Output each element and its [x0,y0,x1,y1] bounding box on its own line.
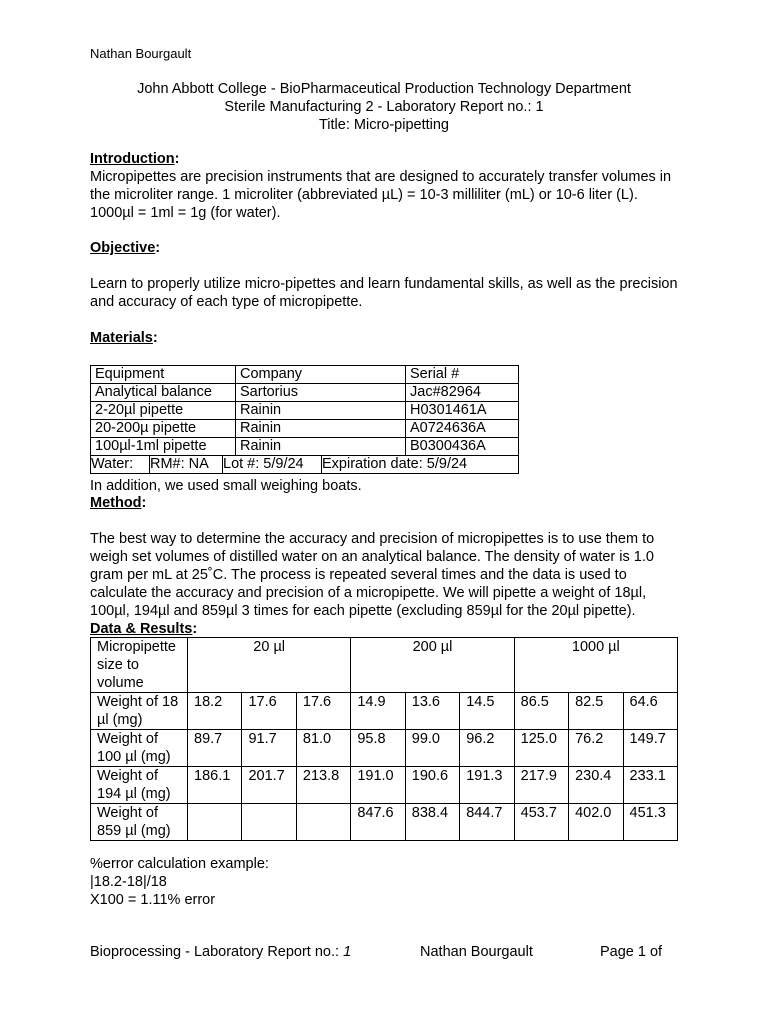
method-section: Method: The best way to determine the accuracy and precision of micropipettes is to use them to weigh set volumes of distilled water on an analytical balance. The density of water is 1.0 gram per mL at 25˚C. The process is repeated several times and the data is used to calculate the accuracy and precision of a micropipette. We will pipette a weight of 18µl, 100µl, 194µl and 859µl 3 times for each pipette (excluding 859µl for the 20µl pipette). [90,494,680,620]
error-example [90,855,680,909]
materials-cell: Jac#82964 [406,384,519,402]
results-header-row [91,638,678,693]
results-cell: 76.2 [569,730,623,767]
error-example-line1: %error calculation example: [90,856,269,872]
title-block [90,80,678,134]
table-row [91,804,678,841]
materials-cell: 100µl-1ml pipette [91,438,236,456]
water-lot: Lot #: 5/9/24 [223,456,322,473]
results-cell: 86.5 [514,693,568,730]
results-cell: 82.5 [569,693,623,730]
footer-report-label: Bioprocessing - Laboratory Report no.: [90,944,344,960]
results-cell: 125.0 [514,730,568,767]
materials-cell: B0300436A [406,438,519,456]
results-cell: 191.0 [351,767,405,804]
title-line-title: Title: Micro-pipetting [318,117,449,133]
results-cell: 451.3 [623,804,678,841]
materials-heading: Materials [90,330,153,346]
results-section: Data & Results: [90,621,198,637]
results-cell: 191.3 [460,767,514,804]
footer-left [90,944,351,960]
materials-note: In addition, we used small weighing boats. [90,478,362,494]
table-row [91,384,519,402]
introduction-section: Introduction: Micropipettes are precision instruments that are designed to accurately transfer volumes in the microliter range. 1 microliter (abbreviated µL) = 10-3 milliliter (mL) or 10-6 liter (L). 1000µl = 1ml = 1g (for water). [90,150,680,222]
results-row-label: Weight of 859 µl (mg) [91,804,188,841]
results-cell: 14.9 [351,693,405,730]
materials-col-company: Company [236,366,406,384]
results-group-1000: 1000 µl [514,638,677,693]
results-group-200: 200 µl [351,638,514,693]
results-cell [242,804,296,841]
results-heading: Data & Results [90,621,193,637]
method-text: The best way to determine the accuracy and precision of micropipettes is to use them to weigh set volumes of distilled water on an analytical balance. The density of water is 1.0 gram per mL at 25˚C. The process is repeated several times and the data is used to calculate the accuracy and precision of a micropipette. We will pipette a weight of 18µl, 100µl, 194µl and 859µl 3 times for each pipette (excluding 859µl for the 20µl pipette). [90,531,655,619]
results-cell: 64.6 [623,693,678,730]
materials-water-row [91,456,519,474]
materials-cell: H0301461A [406,402,519,420]
materials-cell: Analytical balance [91,384,236,402]
table-row [91,693,678,730]
materials-cell: 2-20µl pipette [91,402,236,420]
introduction-text: Micropipettes are precision instruments that are designed to accurately transfer volumes in the microliter range. 1 microliter (abbreviated µL) = 10-3 milliliter (mL) or 10-6 liter (L). 1000µl = 1ml = 1g (for water). [90,169,672,221]
materials-cell: A0724636A [406,420,519,438]
results-corner: Micropipette size to volume [91,638,188,693]
water-rm: RM#: NA [150,456,223,473]
title-line-course: Sterile Manufacturing 2 - Laboratory Report no.: 1 [224,99,544,115]
footer-page-number: Page 1 of [600,944,663,960]
materials-cell: Sartorius [236,384,406,402]
footer-author: Nathan Bourgault [420,944,533,960]
results-group-20: 20 µl [188,638,351,693]
objective-text: Learn to properly utilize micro-pipettes and learn fundamental skills, as well as the precision and accuracy of each type of micropipette. [90,276,678,310]
materials-cell: Rainin [236,402,406,420]
results-cell: 847.6 [351,804,405,841]
results-cell: 230.4 [569,767,623,804]
objective-heading: Objective [90,240,156,256]
results-cell: 453.7 [514,804,568,841]
results-cell: 838.4 [405,804,459,841]
results-cell: 217.9 [514,767,568,804]
results-cell: 213.8 [296,767,350,804]
materials-cell: Rainin [236,438,406,456]
results-cell: 91.7 [242,730,296,767]
results-row-label: Weight of 100 µl (mg) [91,730,188,767]
results-table [90,637,678,841]
objective-section: Objective: Learn to properly utilize micro-pipettes and learn fundamental skills, as well as the precision and accuracy of each type of micropipette. [90,239,680,311]
results-cell: 95.8 [351,730,405,767]
results-cell: 13.6 [405,693,459,730]
materials-col-equipment: Equipment [91,366,236,384]
results-cell: 186.1 [188,767,242,804]
results-cell: 17.6 [296,693,350,730]
materials-col-serial: Serial # [406,366,519,384]
results-cell: 89.7 [188,730,242,767]
materials-section: Materials: [90,330,158,346]
results-cell: 844.7 [460,804,514,841]
results-row-label: Weight of 194 µl (mg) [91,767,188,804]
materials-header-row [91,366,519,384]
water-label: Water: [91,456,150,473]
results-cell: 190.6 [405,767,459,804]
results-cell: 149.7 [623,730,678,767]
table-row [91,420,519,438]
results-cell: 14.5 [460,693,514,730]
error-example-line2: |18.2-18|/18 [90,874,167,890]
table-row [91,402,519,420]
header-author: Nathan Bourgault [90,46,192,61]
materials-cell: 20-200µ pipette [91,420,236,438]
results-cell [188,804,242,841]
results-cell: 402.0 [569,804,623,841]
water-expiration: Expiration date: 5/9/24 [322,456,468,472]
table-row [91,767,678,804]
table-row [91,438,519,456]
results-cell: 96.2 [460,730,514,767]
introduction-heading: Introduction [90,151,175,167]
results-cell: 233.1 [623,767,678,804]
results-cell [296,804,350,841]
materials-cell: Rainin [236,420,406,438]
materials-table [90,365,519,474]
method-heading: Method [90,495,142,511]
table-row [91,730,678,767]
footer-report-number: 1 [343,944,352,960]
results-cell: 17.6 [242,693,296,730]
results-cell: 99.0 [405,730,459,767]
title-line-college: John Abbott College - BioPharmaceutical Production Technology Department [137,81,631,97]
error-example-line3: X100 = 1.11% error [90,892,216,908]
results-cell: 18.2 [188,693,242,730]
results-cell: 201.7 [242,767,296,804]
results-row-label: Weight of 18 µl (mg) [91,693,188,730]
results-cell: 81.0 [296,730,350,767]
